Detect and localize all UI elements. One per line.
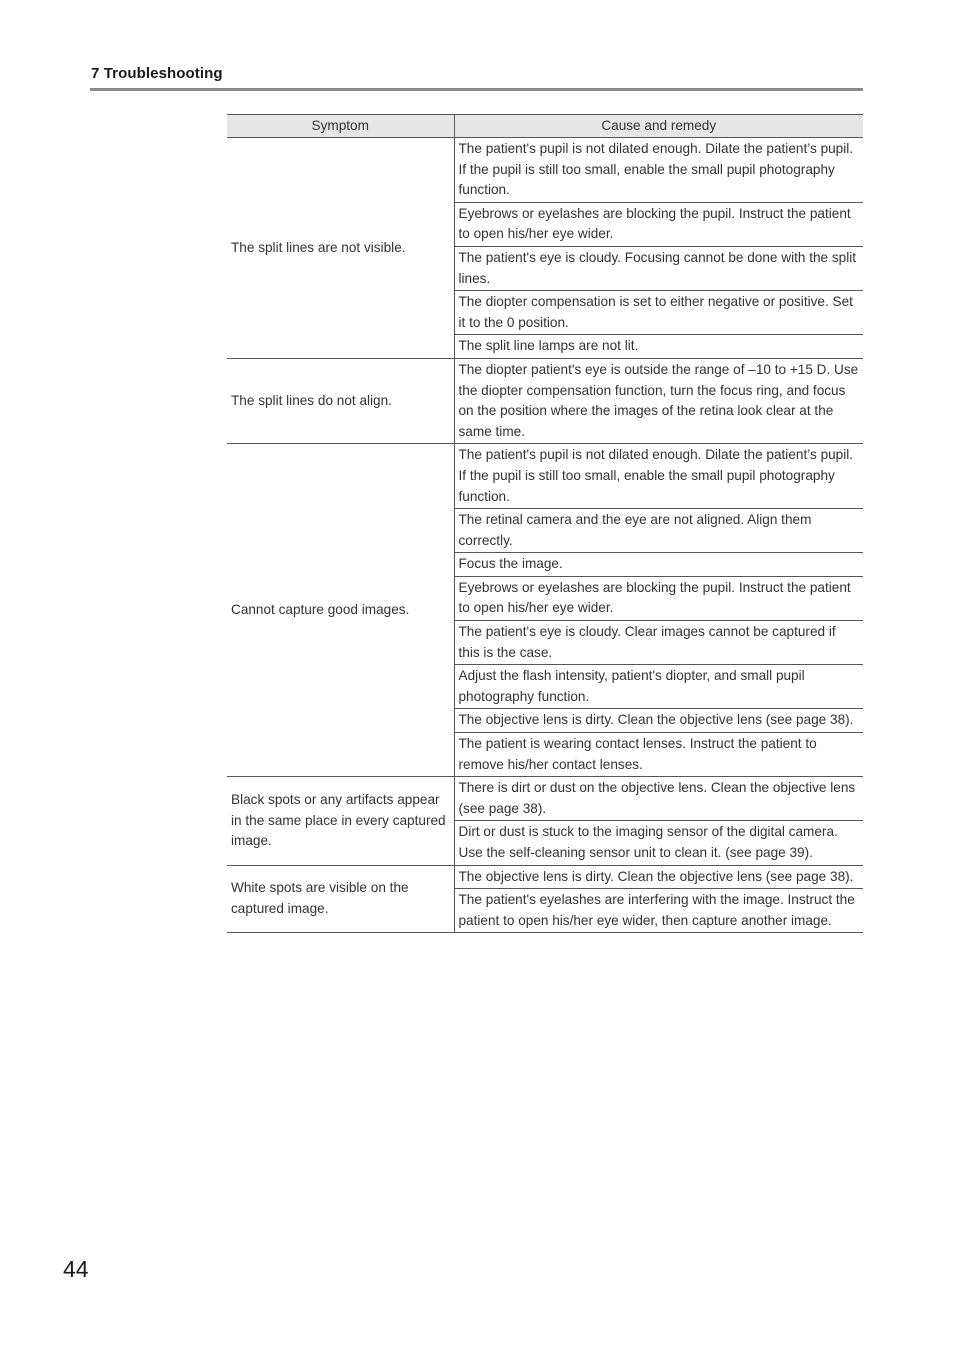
symptom-column-header: Symptom — [227, 115, 454, 138]
table-row — [227, 444, 863, 509]
table-header-row — [227, 115, 863, 138]
symptom-cell: White spots are visible on the captured image. — [227, 865, 454, 933]
cause-column-header: Cause and remedy — [454, 115, 863, 138]
cause-cell: The diopter patient's eye is outside the range of –10 to +15 D. Use the diopter compensation function, turn the focus ring, and focus on the position where the images of the retina look clear at the same time. — [454, 358, 863, 443]
cause-cell: The patient's pupil is not dilated enough. Dilate the patient’s pupil. If the pupil is still too small, enable the small pupil photography function. — [454, 444, 863, 509]
troubleshooting-table — [227, 114, 863, 933]
symptom-cell: The split lines are not visible. — [227, 138, 454, 359]
running-header — [90, 64, 863, 91]
cause-cell: The patient is wearing contact lenses. Instruct the patient to remove his/her contact lenses. — [454, 733, 863, 777]
page-number: 44 — [63, 1256, 89, 1282]
cause-cell: Focus the image. — [454, 553, 863, 577]
cause-cell: The patient's eye is cloudy. Focusing cannot be done with the split lines. — [454, 246, 863, 290]
table-row — [227, 865, 863, 889]
table-row — [227, 138, 863, 203]
cause-cell: Adjust the flash intensity, patient's diopter, and small pupil photography function. — [454, 665, 863, 709]
symptom-cell: Black spots or any artifacts appear in the same place in every captured image. — [227, 777, 454, 865]
cause-cell: The split line lamps are not lit. — [454, 335, 863, 359]
cause-cell: The retinal camera and the eye are not aligned. Align them correctly. — [454, 509, 863, 553]
cause-cell: The patient's eyelashes are interfering with the image. Instruct the patient to open his/her eye wider, then capture another image. — [454, 889, 863, 933]
cause-cell: The patient's eye is cloudy. Clear images cannot be captured if this is the case. — [454, 621, 863, 665]
symptom-cell: Cannot capture good images. — [227, 444, 454, 777]
table-row — [227, 358, 863, 443]
cause-cell: The diopter compensation is set to either negative or positive. Set it to the 0 position. — [454, 291, 863, 335]
cause-cell: The patient's pupil is not dilated enough. Dilate the patient’s pupil. If the pupil is still too small, enable the small pupil photography function. — [454, 138, 863, 203]
cause-cell: Dirt or dust is stuck to the imaging sensor of the digital camera. Use the self-cleaning sensor unit to clean it. (see page 39). — [454, 821, 863, 865]
symptom-cell: The split lines do not align. — [227, 358, 454, 443]
cause-cell: Eyebrows or eyelashes are blocking the pupil. Instruct the patient to open his/her eye wider. — [454, 202, 863, 246]
cause-cell: Eyebrows or eyelashes are blocking the pupil. Instruct the patient to open his/her eye wider. — [454, 576, 863, 620]
table-row — [227, 777, 863, 821]
cause-cell: There is dirt or dust on the objective lens. Clean the objective lens (see page 38). — [454, 777, 863, 821]
cause-cell: The objective lens is dirty. Clean the objective lens (see page 38). — [454, 865, 863, 889]
cause-cell: The objective lens is dirty. Clean the objective lens (see page 38). — [454, 709, 863, 733]
section-title: 7 Troubleshooting — [91, 65, 223, 82]
